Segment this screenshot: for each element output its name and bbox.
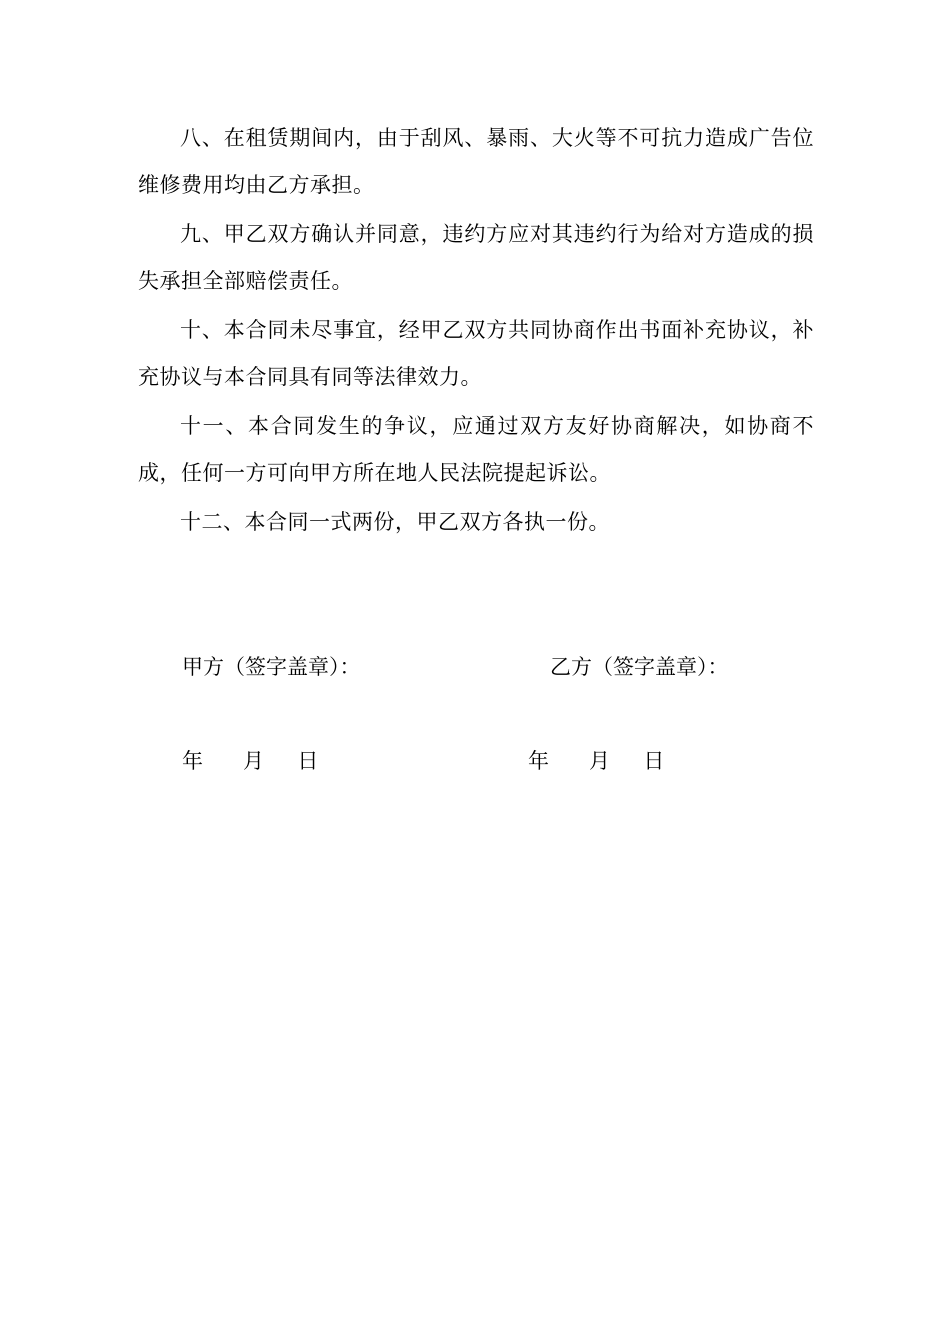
party-a-date: 年 月 日 (182, 749, 319, 773)
clause-8: 八、在租赁期间内，由于刮风、暴雨、大火等不可抗力造成广告位维修费用均由乙方承担。 (138, 126, 814, 197)
clause-12: 十二、本合同一式两份，甲乙双方各执一份。 (180, 510, 610, 534)
party-b-date: 年 月 日 (528, 749, 665, 773)
party-a-signature-label: 甲方（签字盖章）： (182, 655, 361, 679)
party-b-signature-label: 乙方（签字盖章）： (550, 655, 729, 679)
clause-10: 十、本合同未尽事宜，经甲乙双方共同协商作出书面补充协议，补充协议与本合同具有同等法律效力。 (138, 318, 814, 389)
contract-clauses (138, 115, 814, 548)
clause-11: 十一、本合同发生的争议，应通过双方友好协商解决，如协商不成，任何一方可向甲方所在地人民法院提起诉讼。 (138, 414, 814, 485)
clause-9: 九、甲乙双方确认并同意，违约方应对其违约行为给对方造成的损失承担全部赔偿责任。 (138, 222, 814, 293)
